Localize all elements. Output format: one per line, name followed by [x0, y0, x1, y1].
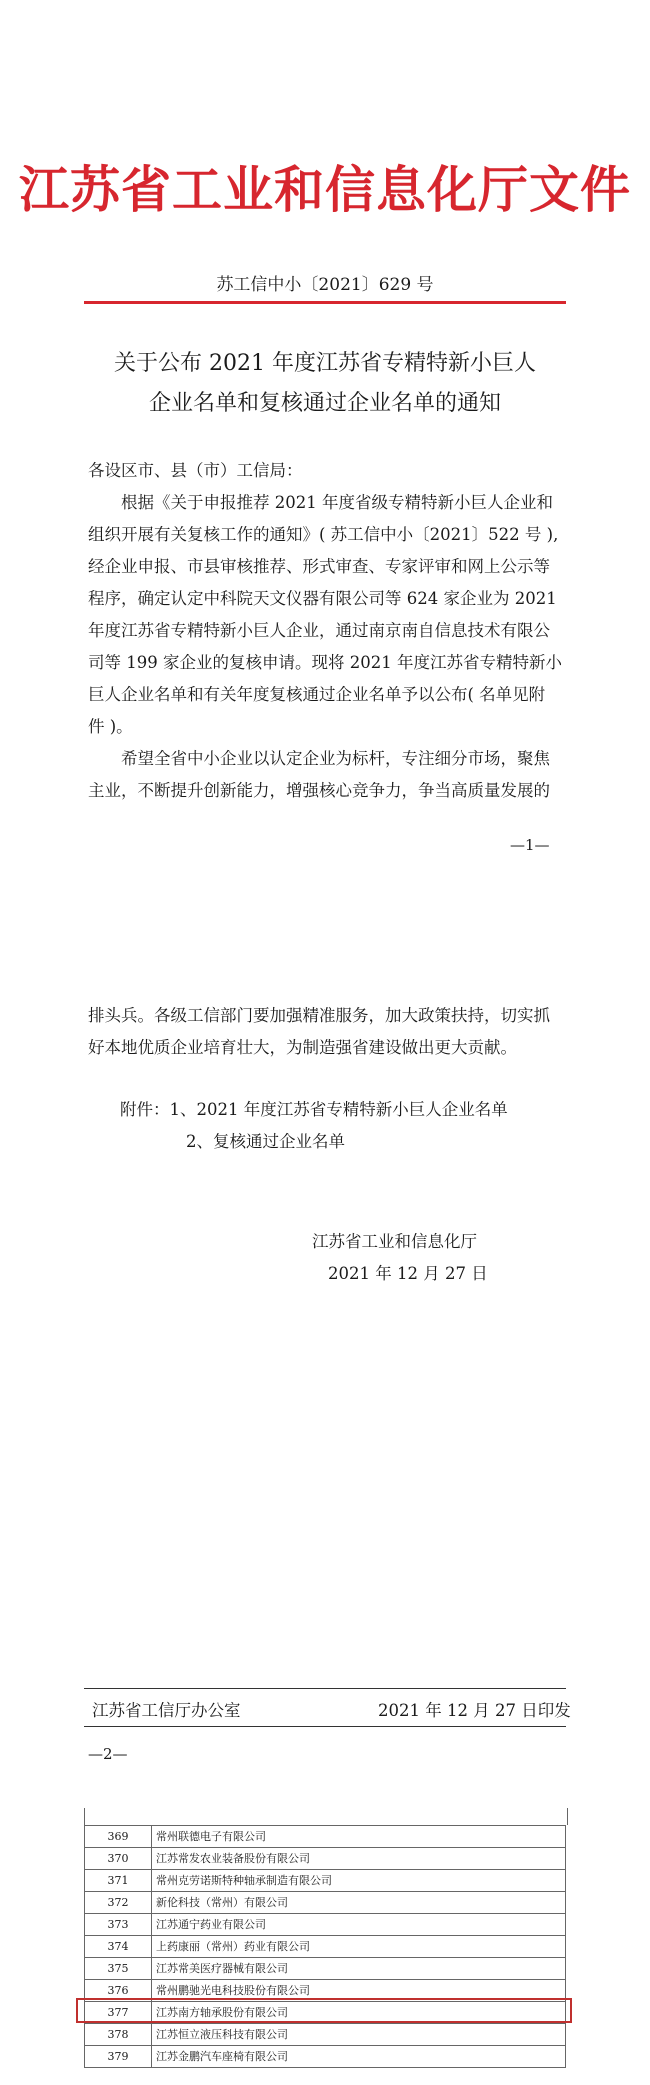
row-number: 376: [85, 1980, 152, 2002]
company-name: 江苏南方轴承股份有限公司: [152, 2002, 566, 2024]
row-number: 377: [85, 2002, 152, 2024]
paragraph-line: 经企业申报、市县审核推荐、形式审查、专家评审和网上公示等: [88, 557, 550, 576]
row-number: 372: [85, 1892, 152, 1914]
attachment-line-2: 2、复核通过企业名单: [186, 1132, 345, 1151]
paragraph-line: 组织开展有关复核工作的通知》( 苏工信中小〔2021〕522 号 ),: [88, 525, 559, 544]
row-number: 375: [85, 1958, 152, 1980]
signoff-organization: 江苏省工业和信息化厅: [312, 1232, 477, 1251]
attachment-line-1: 附件：1、2021 年度江苏省专精特新小巨人企业名单: [120, 1100, 508, 1119]
paragraph-line: 巨人企业名单和有关年度复核通过企业名单予以公布( 名单见附: [88, 685, 546, 704]
company-name: 常州克劳诺斯特种轴承制造有限公司: [152, 1870, 566, 1892]
enterprise-list-table: [84, 1825, 566, 2068]
table-top-edge: [84, 1808, 568, 1825]
row-number: 369: [85, 1826, 152, 1848]
row-number: 370: [85, 1848, 152, 1870]
footer-top-rule: [84, 1688, 566, 1689]
signoff-date: 2021 年 12 月 27 日: [328, 1264, 488, 1283]
paragraph-line: 司等 199 家企业的复核申请。现将 2021 年度江苏省专精特新小: [88, 653, 562, 672]
row-number: 379: [85, 2046, 152, 2068]
row-number: 378: [85, 2024, 152, 2046]
row-number: 373: [85, 1914, 152, 1936]
document-header-title: 江苏省工业和信息化厅文件: [19, 160, 631, 219]
paragraph-line: 根据《关于申报推荐 2021 年度省级专精特新小巨人企业和: [121, 493, 553, 512]
paragraph-line: 好本地优质企业培育壮大，为制造强省建设做出更大贡献。: [88, 1038, 517, 1057]
company-name: 江苏通宁药业有限公司: [152, 1914, 566, 1936]
red-divider: [84, 301, 566, 304]
paragraph-line: 年度江苏省专精特新小巨人企业，通过南京南自信息技术有限公: [88, 621, 550, 640]
company-name: 新伦科技（常州）有限公司: [152, 1892, 566, 1914]
notice-title-line-1: 关于公布 2021 年度江苏省专精特新小巨人: [114, 351, 536, 376]
table-row: [85, 1892, 566, 1914]
paragraph-line: 主业，不断提升创新能力，增强核心竞争力，争当高质量发展的: [88, 781, 550, 800]
paragraph-2: [88, 743, 566, 807]
highlight-box: [76, 1998, 572, 2023]
table-row: [85, 2046, 566, 2068]
table-row: [85, 2024, 566, 2046]
table-row: [85, 1958, 566, 1980]
company-name: 上药康丽（常州）药业有限公司: [152, 1936, 566, 1958]
footer-bottom-rule: [84, 1726, 566, 1727]
page-number-1: —1—: [510, 836, 550, 854]
table-row: [85, 1826, 566, 1848]
table-row: [85, 1848, 566, 1870]
company-name: 常州鹏驰光电科技股份有限公司: [152, 1980, 566, 2002]
notice-title-line-2: 企业名单和复核通过企业名单的通知: [148, 391, 501, 416]
row-number: 374: [85, 1936, 152, 1958]
table-row: [85, 1870, 566, 1892]
company-name: 江苏常发农业装备股份有限公司: [152, 1848, 566, 1870]
company-name: 江苏恒立液压科技有限公司: [152, 2024, 566, 2046]
table-row: [85, 1936, 566, 1958]
company-name: 江苏常美医疗器械有限公司: [152, 1958, 566, 1980]
salutation: 各设区市、县（市）工信局：: [88, 461, 303, 480]
page-number-2: —2—: [88, 1745, 128, 1763]
paragraph-3: [88, 1000, 566, 1064]
paragraph-line: 件 )。: [88, 717, 133, 736]
footer-office: 江苏省工信厅办公室: [92, 1701, 241, 1720]
notice-title: [0, 344, 650, 424]
footer-print-date: 2021 年 12 月 27 日印发: [378, 1701, 571, 1720]
paragraph-1: [88, 487, 566, 743]
paragraph-line: 程序，确定认定中科院天文仪器有限公司等 624 家企业为 2021: [88, 589, 557, 608]
table-row: [85, 1914, 566, 1936]
row-number: 371: [85, 1870, 152, 1892]
company-name: 江苏金鹏汽车座椅有限公司: [152, 2046, 566, 2068]
paragraph-line: 希望全省中小企业以认定企业为标杆，专注细分市场，聚焦: [121, 749, 550, 768]
company-name: 常州联德电子有限公司: [152, 1826, 566, 1848]
document-number: 苏工信中小〔2021〕629 号: [216, 275, 434, 295]
paragraph-line: 排头兵。各级工信部门要加强精准服务，加大政策扶持，切实抓: [88, 1006, 550, 1025]
